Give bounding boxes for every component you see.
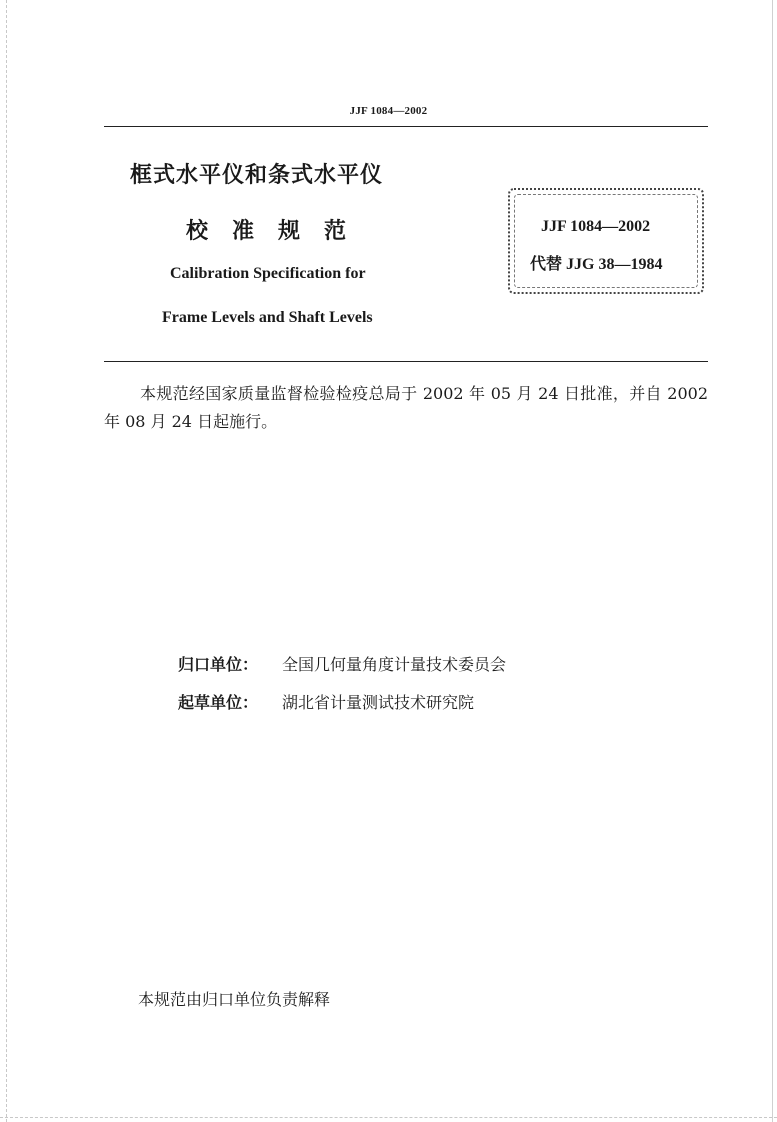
responsible-unit-value: 全国几何量角度计量技术委员会 <box>282 655 507 674</box>
code-box-standard-number: JJF 1084—2002 <box>541 218 651 235</box>
drafting-unit-value: 湖北省计量测试技术研究院 <box>282 693 475 712</box>
approval-paragraph: 本规范经国家质量监督检验检疫总局于 2002 年 05 月 24 日批准，并自 2002 年 08 月 24 日起施行。 <box>104 384 708 431</box>
responsible-unit-row <box>178 652 506 675</box>
header-rule <box>104 126 708 127</box>
header-standard-code: JJF 1084—2002 <box>349 105 428 117</box>
title-english-line1: Calibration Specification for <box>170 265 366 282</box>
interpretation-note: 本规范由归口单位负责解释 <box>138 990 331 1009</box>
subtitle-chinese: 校准规范 <box>186 219 371 244</box>
title-english-line2: Frame Levels and Shaft Levels <box>162 309 373 326</box>
drafting-unit-label: 起草单位： <box>178 693 259 712</box>
page-edge-bottom <box>0 1117 777 1118</box>
title-section-rule <box>104 361 708 362</box>
responsible-unit-label: 归口单位： <box>178 655 259 674</box>
page-edge-right <box>772 0 773 1122</box>
page-edge-left <box>6 0 7 1122</box>
drafting-unit-row <box>178 690 474 713</box>
standard-code-box <box>508 188 704 294</box>
code-box-replaces: 代替 JJG 38—1984 <box>530 256 663 273</box>
title-chinese: 框式水平仪和条式水平仪 <box>130 163 384 188</box>
